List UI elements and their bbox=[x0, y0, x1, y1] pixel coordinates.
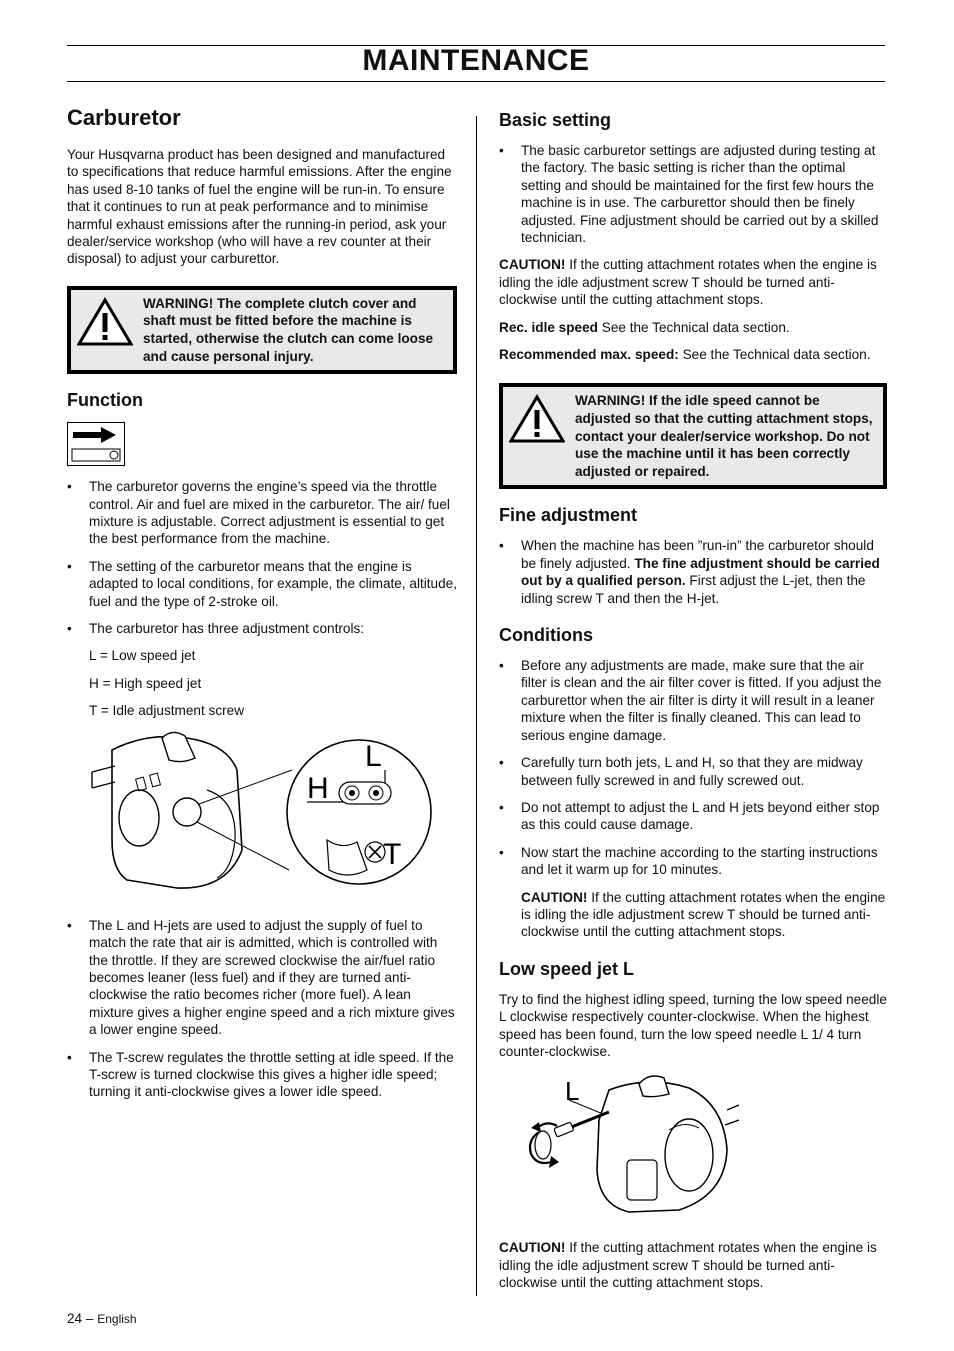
rec-max-text: See the Technical data section. bbox=[678, 347, 871, 363]
caution-label: CAUTION! bbox=[521, 889, 588, 905]
fine-adjustment-heading: Fine adjustment bbox=[499, 505, 638, 526]
caution-text: If the cutting attachment rotates when the engine is idling the idle adjustment screw T should be turned anti-clockwise until the cutting attachment stops. bbox=[499, 1240, 877, 1291]
arrow-carburetor-icon bbox=[67, 422, 125, 466]
conditions-heading: Conditions bbox=[499, 625, 593, 646]
list-item-text: The carburetor governs the engine’s speed via the throttle control. Air and fuel are mixed in the carburetor. The air/ fuel mixture is adjustable. Correct adjustment is essential to get the best performance from the machine. bbox=[89, 479, 450, 547]
list-item bbox=[499, 844, 887, 879]
fine-bold-text: The fine adjustment should be carried out by a qualified person. bbox=[521, 555, 880, 589]
list-item-text: The L and H-jets are used to adjust the supply of fuel to match the rate that air is admitted, which is controlled with the throttle. If they are screwed clockwise the air/fuel ratio becomes leaner (less fuel) and if they are turned anti-clockwise the ratio becomes richer (more fuel). A lean mixture gives a higher engine speed and a rich mixture gives a lower engine speed. bbox=[89, 917, 455, 1038]
list-item-text: Now start the machine according to the starting instructions and let it warm up for 10 minutes. bbox=[521, 844, 878, 878]
function-list bbox=[67, 478, 457, 637]
fine-adjustment-list bbox=[499, 537, 887, 607]
basic-setting-list bbox=[499, 142, 887, 246]
bullet: • bbox=[67, 621, 72, 637]
list-item-text: Before any adjustments are made, make sure that the air filter is clean and the air filter cover is fitted. If you adjust the carburettor when the air filter is dirty it will result in a leaner mixture when the filter is finally cleaned. This can lead to serious engine damage. bbox=[521, 658, 882, 743]
page-number: 24 – bbox=[67, 1311, 94, 1326]
warning-triangle-icon bbox=[77, 295, 143, 352]
bullet: • bbox=[67, 558, 72, 574]
rec-idle-text: See the Technical data section. bbox=[597, 319, 790, 335]
bullet: • bbox=[499, 143, 504, 158]
warning-triangle-icon bbox=[509, 392, 575, 449]
bullet: • bbox=[499, 755, 504, 771]
caution-text: If the cutting attachment rotates when the engine is idling the idle adjustment screw T should be turned anti-clockwise until the cutting attachment stops. bbox=[521, 889, 886, 940]
list-item bbox=[499, 537, 887, 607]
list-item-text: The setting of the carburetor means that the engine is adapted to local conditions, for example, the climate, altitude, fuel and the type of 2-stroke oil. bbox=[89, 558, 458, 609]
list-item-text: Carefully turn both jets, L and H, so that they are midway between fully screwed in and fully screwed out. bbox=[521, 755, 863, 788]
page-title: MAINTENANCE bbox=[362, 44, 590, 77]
list-item bbox=[67, 620, 457, 637]
list-item bbox=[67, 478, 457, 548]
bullet: • bbox=[67, 917, 72, 933]
warning-box-clutch bbox=[67, 286, 457, 374]
figure-label-l: L bbox=[365, 739, 382, 773]
low-speed-jet-text: Try to find the highest idling speed, turning the low speed needle L clockwise respectively counter-clockwise. When the highest speed has been found, turn the low speed needle L 1/ 4 turn counter-clockwise. bbox=[499, 991, 887, 1059]
bullet: • bbox=[499, 658, 504, 674]
low-speed-jet-heading: Low speed jet L bbox=[499, 958, 635, 979]
rec-max-label: Recommended max. speed: bbox=[499, 347, 679, 363]
rec-max-speed bbox=[499, 346, 887, 363]
list-item bbox=[499, 799, 887, 834]
figure-label-l: L bbox=[565, 1076, 580, 1107]
caution-label: CAUTION! bbox=[499, 1240, 566, 1256]
footer-language: English bbox=[97, 1312, 137, 1326]
figure-label-h: H bbox=[307, 771, 329, 805]
control-t: T = Idle adjustment screw bbox=[89, 703, 245, 719]
bullet: • bbox=[499, 844, 504, 860]
list-item bbox=[499, 657, 887, 744]
rec-idle-speed bbox=[499, 319, 887, 336]
list-item bbox=[67, 558, 457, 610]
list-item-text: The T-screw regulates the throttle setting at idle speed. If the T-screw is turned clockwise this gives a higher idle speed; turning it anti-clockwise gives a lower idle speed. bbox=[89, 1049, 454, 1100]
caution-paragraph-bottom bbox=[499, 1239, 887, 1291]
caution-text: If the cutting attachment rotates when the engine is idling the idle adjustment screw T should be turned anti-clockwise until the cutting attachment stops. bbox=[499, 257, 877, 308]
list-item bbox=[499, 142, 887, 246]
list-item bbox=[67, 1049, 457, 1101]
figure-label-t: T bbox=[383, 837, 402, 871]
control-h: H = High speed jet bbox=[89, 675, 202, 691]
warning-text: WARNING! The complete clutch cover and shaft must be fitted before the machine is started, otherwise the clutch can come loose and cause personal injury. bbox=[143, 295, 434, 364]
low-speed-jet-figure bbox=[499, 1070, 887, 1225]
control-l: L = Low speed jet bbox=[89, 648, 196, 664]
bullet: • bbox=[499, 799, 504, 815]
fine-text-end: First adjust the L-jet, then the idling screw T and then the H-jet. bbox=[521, 573, 866, 606]
left-column bbox=[67, 104, 457, 1111]
carburetor-adjustment-figure bbox=[67, 730, 457, 903]
warning-text: WARNING! If the idle speed cannot be adjusted so that the cutting attachment stops, contact your dealer/service workshop. Do not use the machine until it has been correctly adjusted or repaired. bbox=[575, 393, 873, 479]
caution-label: CAUTION! bbox=[499, 257, 566, 273]
carburetor-intro: Your Husqvarna product has been designed and manufactured to specifications that reduce harmful emissions. After the engine has used 8-10 tanks of fuel the engine will be run-in. To ensure that it continues to run at peak performance and to minimise harmful exhaust emissions after the running-in period, ask your dealer/service workshop (who will have a rev counter at their disposal) to adjust your carburettor. bbox=[67, 147, 452, 267]
list-item bbox=[499, 754, 887, 789]
carburetor-heading: Carburetor bbox=[67, 105, 181, 130]
list-item-text: Do not attempt to adjust the L and H jets beyond either stop as this could cause damage. bbox=[521, 799, 880, 833]
bullet: • bbox=[67, 479, 72, 495]
list-item-text: The basic carburetor settings are adjusted during testing at the factory. The basic setting is richer than the optimal setting and should be maintained for the first few hours the machine is in use. The carburettor should then be finely adjusted. Fine adjustment should be carried out by a skilled technician. bbox=[521, 143, 879, 246]
basic-setting-heading: Basic setting bbox=[499, 110, 612, 130]
list-item bbox=[67, 917, 457, 1039]
page-footer bbox=[67, 1311, 137, 1326]
bullet: • bbox=[67, 1049, 72, 1065]
list-item-text: The carburetor has three adjustment controls: bbox=[89, 621, 365, 637]
warning-box-idle bbox=[499, 383, 887, 489]
right-column bbox=[499, 104, 887, 1302]
fine-text: When the machine has been ”run-in” the carburetor should be finely adjusted. bbox=[521, 538, 874, 571]
bullet: • bbox=[499, 538, 504, 554]
caution-paragraph bbox=[499, 256, 887, 308]
function-heading: Function bbox=[67, 390, 143, 411]
jet-list bbox=[67, 917, 457, 1101]
header-bottom-rule bbox=[67, 81, 885, 82]
column-divider bbox=[476, 116, 477, 1296]
caution-paragraph-conditions bbox=[499, 889, 887, 941]
rec-idle-label: Rec. idle speed bbox=[499, 319, 598, 335]
conditions-list bbox=[499, 657, 887, 878]
